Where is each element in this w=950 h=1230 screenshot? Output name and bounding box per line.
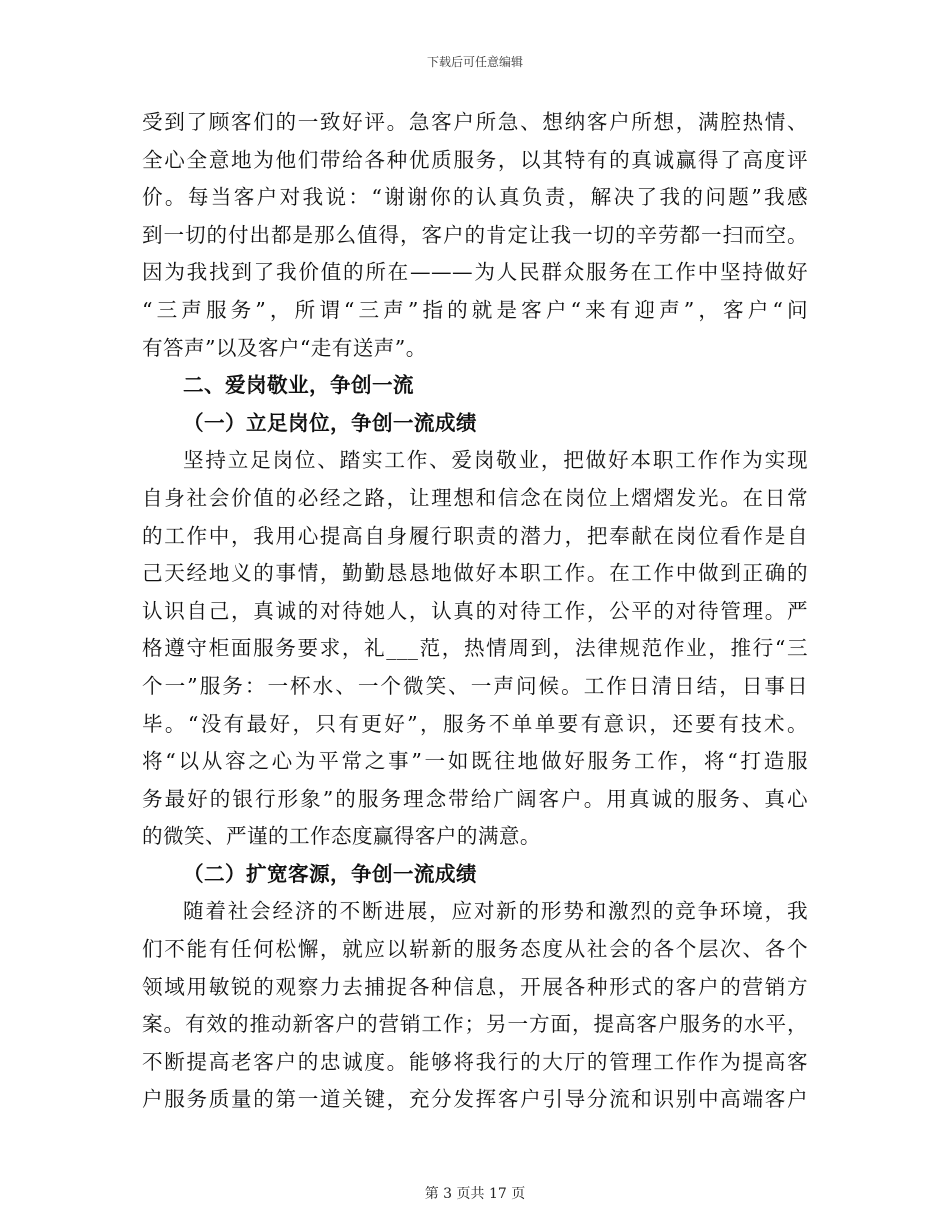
body-text-line: 价。每当客户对我说：“谢谢你的认真负责，解决了我的问题”我感: [142, 185, 808, 210]
body-text-line: 将“以从容之心为平常之事”一如既往地做好服务工作，将“打造服: [142, 749, 808, 774]
body-text-line: 自身社会价值的必经之路，让理想和信念在岗位上熠熠发光。在日常: [142, 485, 808, 510]
body-text-line: 有答声”以及客户“走有送声”。: [142, 335, 427, 360]
subsection-heading: （二）扩宽客源，争创一流成绩: [183, 861, 477, 886]
page-footer: 第 3 页共 17 页: [424, 1186, 526, 1202]
body-text-line: 受到了顾客们的一致好评。急客户所急、想纳客户所想，满腔热情、: [142, 110, 808, 134]
section-heading: 二、爱岗敬业，争创一流: [183, 373, 414, 398]
body-text-line: 们不能有任何松懈，就应以崭新的服务态度从社会的各个层次、各个: [142, 937, 808, 962]
body-text-line: 己天经地义的事情，勤勤恳恳地做好本职工作。在工作中做到正确的: [142, 561, 808, 586]
body-text-line: 不断提高老客户的忠诚度。能够将我行的大厅的管理工作作为提高客: [142, 1049, 808, 1074]
body-text-line: 的工作中，我用心提高自身履行职责的潜力，把奉献在岗位看作是自: [142, 523, 808, 548]
paragraph-first-line: 坚持立足岗位、踏实工作、爱岗敬业，把做好本职工作作为实现: [183, 448, 808, 473]
body-text-line: 的微笑、严谨的工作态度赢得客户的满意。: [142, 824, 541, 849]
body-text-line: 格遵守柜面服务要求，礼___范，热情周到，法律规范作业，推行“三: [142, 636, 808, 661]
body-text-line: 领域用敏锐的观察力去捕捉各种信息，开展各种形式的客户的营销方: [142, 974, 808, 999]
body-text-line: 全心全意地为他们带给各种优质服务，以其特有的真诚赢得了高度评: [142, 147, 808, 172]
body-text-line: 务最好的银行形象”的服务理念带给广阔客户。用真诚的服务、真心: [142, 786, 808, 811]
body-text-line: 到一切的付出都是那么值得，客户的肯定让我一切的辛劳都一扫而空。: [142, 222, 808, 247]
paragraph-first-line: 随着社会经济的不断进展，应对新的形势和激烈的竞争环境，我: [183, 899, 808, 924]
body-text-line: 认识自己，真诚的对待她人，认真的对待工作，公平的对待管理。严: [142, 598, 808, 623]
body-text-line: 个一”服务：一杯水、一个微笑、一声问候。工作日清日结，日事日: [142, 673, 808, 698]
page-header: 下载后可任意编辑: [426, 55, 523, 69]
body-text-line: 户服务质量的第一道关键，充分发挥客户引导分流和识别中高端客户: [142, 1087, 808, 1112]
body-text-line: 毕。“没有最好，只有更好”，服务不单单要有意识，还要有技术。: [142, 711, 808, 736]
subsection-heading: （一）立足岗位，争创一流成绩: [183, 410, 477, 435]
body-text-line: 因为我找到了我价值的所在———为人民群众服务在工作中坚持做好: [142, 260, 808, 285]
document-body: [142, 104, 808, 1119]
body-text-line: 案。有效的推动新客户的营销工作；另一方面，提高客户服务的水平，: [142, 1012, 808, 1037]
body-text-line: “三声服务”，所谓“三声”指的就是客户“来有迎声”，客户“问: [142, 297, 808, 322]
